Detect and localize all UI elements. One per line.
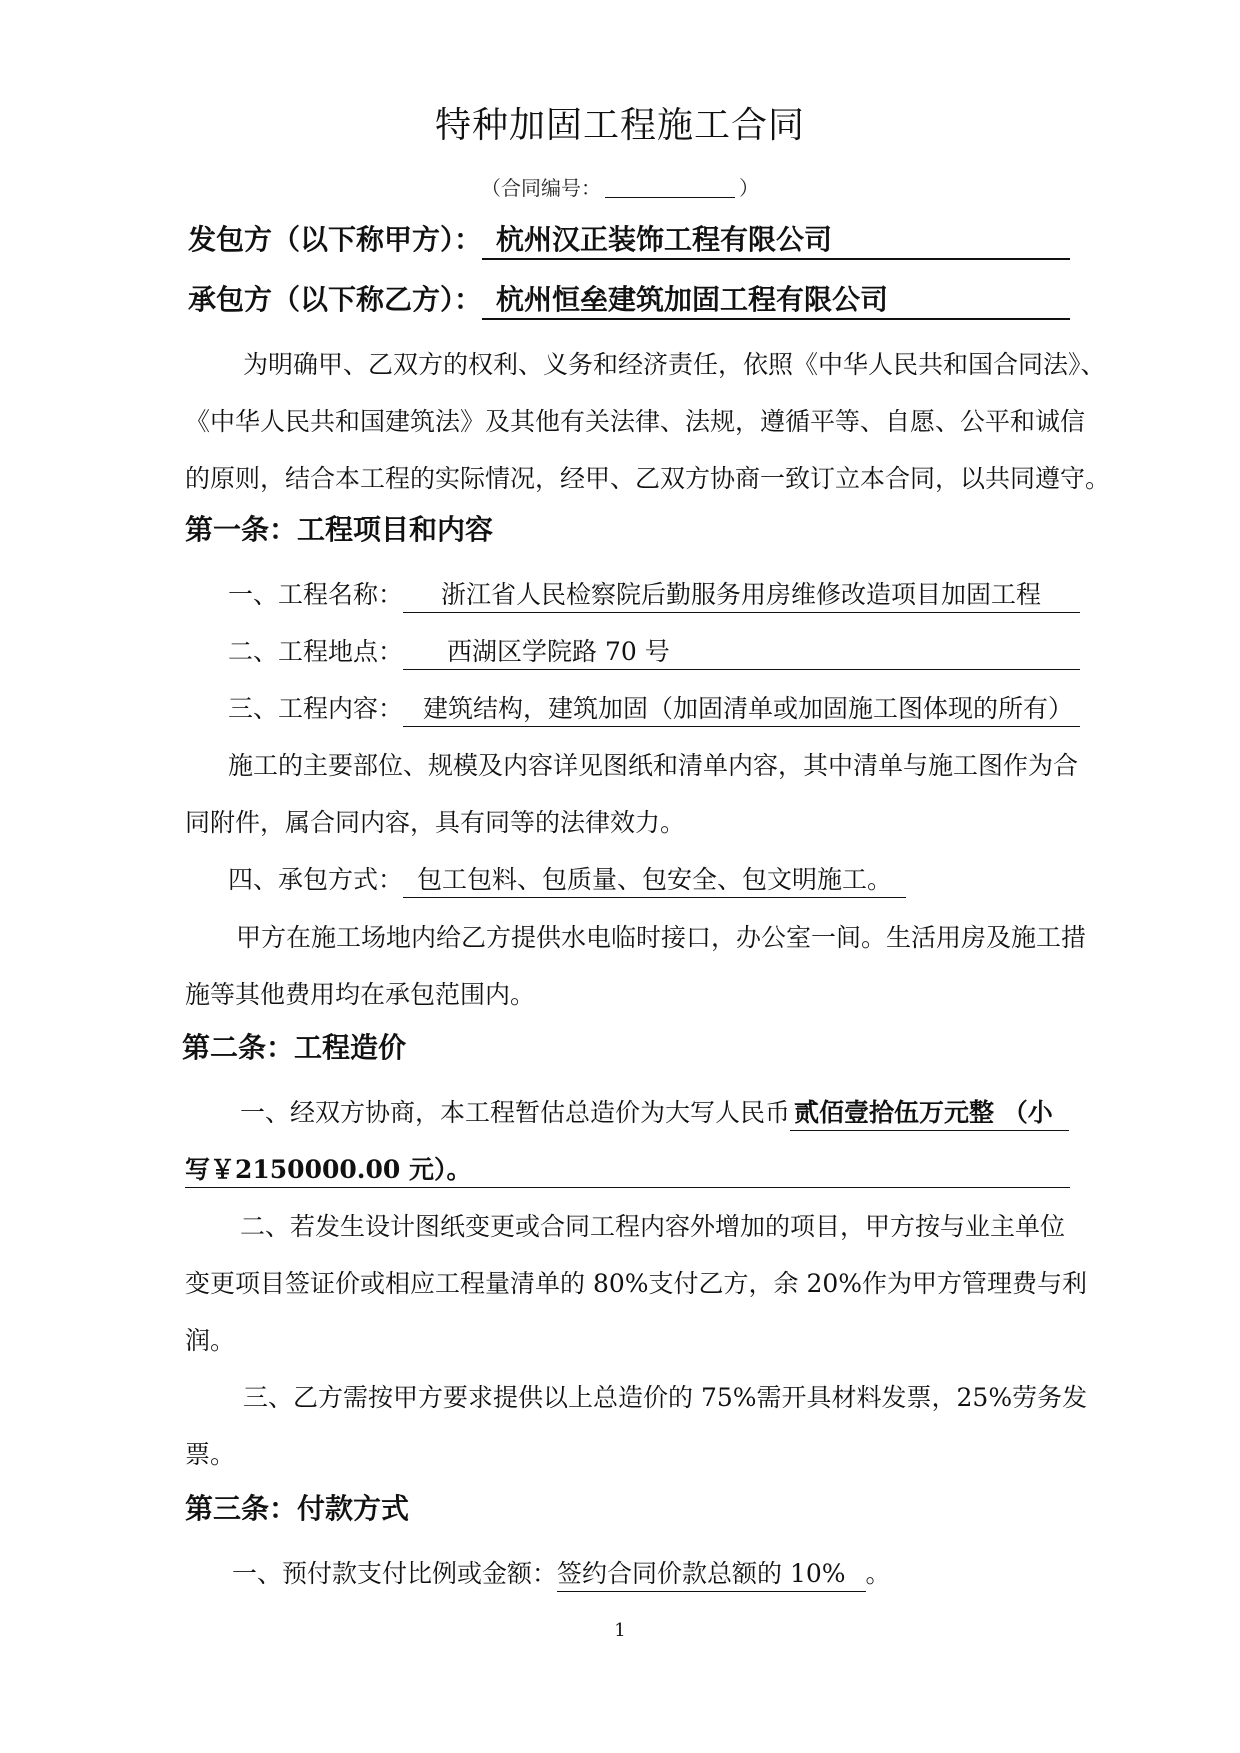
price-line-2	[185, 1153, 1070, 1188]
contract-mode-value: 包工包料、包质量、包安全、包文明施工。	[403, 863, 906, 898]
project-name-value: 浙江省人民检察院后勤服务用房维修改造项目加固工程	[403, 578, 1080, 613]
party-b-label: 承包方（以下称乙方）：	[188, 283, 483, 316]
price-amount-words: 贰佰壹拾伍万元整 （小	[790, 1096, 1069, 1131]
project-content-line	[228, 692, 1080, 727]
contract-mode-label: 四、承包方式：	[228, 865, 404, 894]
price-prefix: 一、经双方协商，本工程暂估总造价为大写人民币	[240, 1098, 791, 1127]
party-b-line	[188, 282, 1070, 320]
contract-mode-line	[228, 863, 906, 898]
page-number: 1	[614, 1620, 626, 1641]
contract-number-blank	[605, 177, 735, 198]
prepayment-label: 一、预付款支付比例或金额：	[232, 1559, 558, 1588]
project-content-cont-2: 同附件，属合同内容，具有同等的法律效力。	[185, 808, 686, 837]
party-a-line	[188, 222, 1070, 260]
intro-line-1: 为明确甲、乙双方的权利、义务和经济责任，依照《中华人民共和国合同法》、	[243, 350, 1106, 379]
invoice-line-2: 票。	[185, 1440, 236, 1469]
change-line-2: 变更项目签证价或相应工程量清单的 80%支付乙方，余 20%作为甲方管理费与利	[185, 1269, 1088, 1298]
article-1-heading: 第一条：工程项目和内容	[185, 513, 494, 546]
prepayment-end: 。	[865, 1559, 891, 1588]
intro-line-2: 《中华人民共和国建筑法》及其他有关法律、法规，遵循平等、自愿、公平和诚信	[185, 407, 1086, 436]
party-a-label: 发包方（以下称甲方）：	[188, 223, 483, 256]
price-line-1	[240, 1096, 1069, 1131]
party-a-name: 杭州汉正装饰工程有限公司	[482, 222, 1070, 260]
article-2-heading: 第二条：工程造价	[182, 1031, 407, 1064]
site-provision-line-1: 甲方在施工场地内给乙方提供水电临时接口，办公室一间。生活用房及施工措	[236, 923, 1087, 952]
site-provision-line-2: 施等其他费用均在承包范围内。	[185, 980, 536, 1009]
article-3-heading: 第三条：付款方式	[185, 1492, 410, 1525]
project-content-cont-1: 施工的主要部位、规模及内容详见图纸和清单内容，其中清单与施工图作为合	[228, 751, 1079, 780]
project-site-value: 西湖区学院路 70 号	[403, 635, 1080, 670]
contract-number-prefix: （合同编号：	[481, 176, 601, 200]
prepayment-value: 签约合同价款总额的 10%	[557, 1557, 866, 1592]
price-amount-figures: 写￥2150000.00 元）。	[185, 1153, 1070, 1188]
party-b-name: 杭州恒垒建筑加固工程有限公司	[482, 282, 1070, 320]
project-name-label: 一、工程名称：	[228, 580, 404, 609]
change-line-3: 润。	[185, 1326, 236, 1355]
contract-number-suffix: ）	[739, 176, 759, 200]
document-title: 特种加固工程施工合同	[434, 105, 805, 146]
project-content-label: 三、工程内容：	[228, 694, 404, 723]
project-site-line	[228, 635, 1080, 670]
invoice-line-1: 三、乙方需按甲方要求提供以上总造价的 75%需开具材料发票，25%劳务发	[243, 1383, 1088, 1412]
change-line-1: 二、若发生设计图纸变更或合同工程内容外增加的项目，甲方按与业主单位	[240, 1212, 1066, 1241]
contract-number	[0, 175, 1240, 201]
project-content-value: 建筑结构，建筑加固（加固清单或加固施工图体现的所有）	[403, 692, 1080, 727]
project-site-label: 二、工程地点：	[228, 637, 404, 666]
prepayment-line	[232, 1557, 891, 1592]
project-name-line	[228, 578, 1080, 613]
intro-line-3: 的原则，结合本工程的实际情况，经甲、乙双方协商一致订立本合同，以共同遵守。	[185, 464, 1111, 493]
